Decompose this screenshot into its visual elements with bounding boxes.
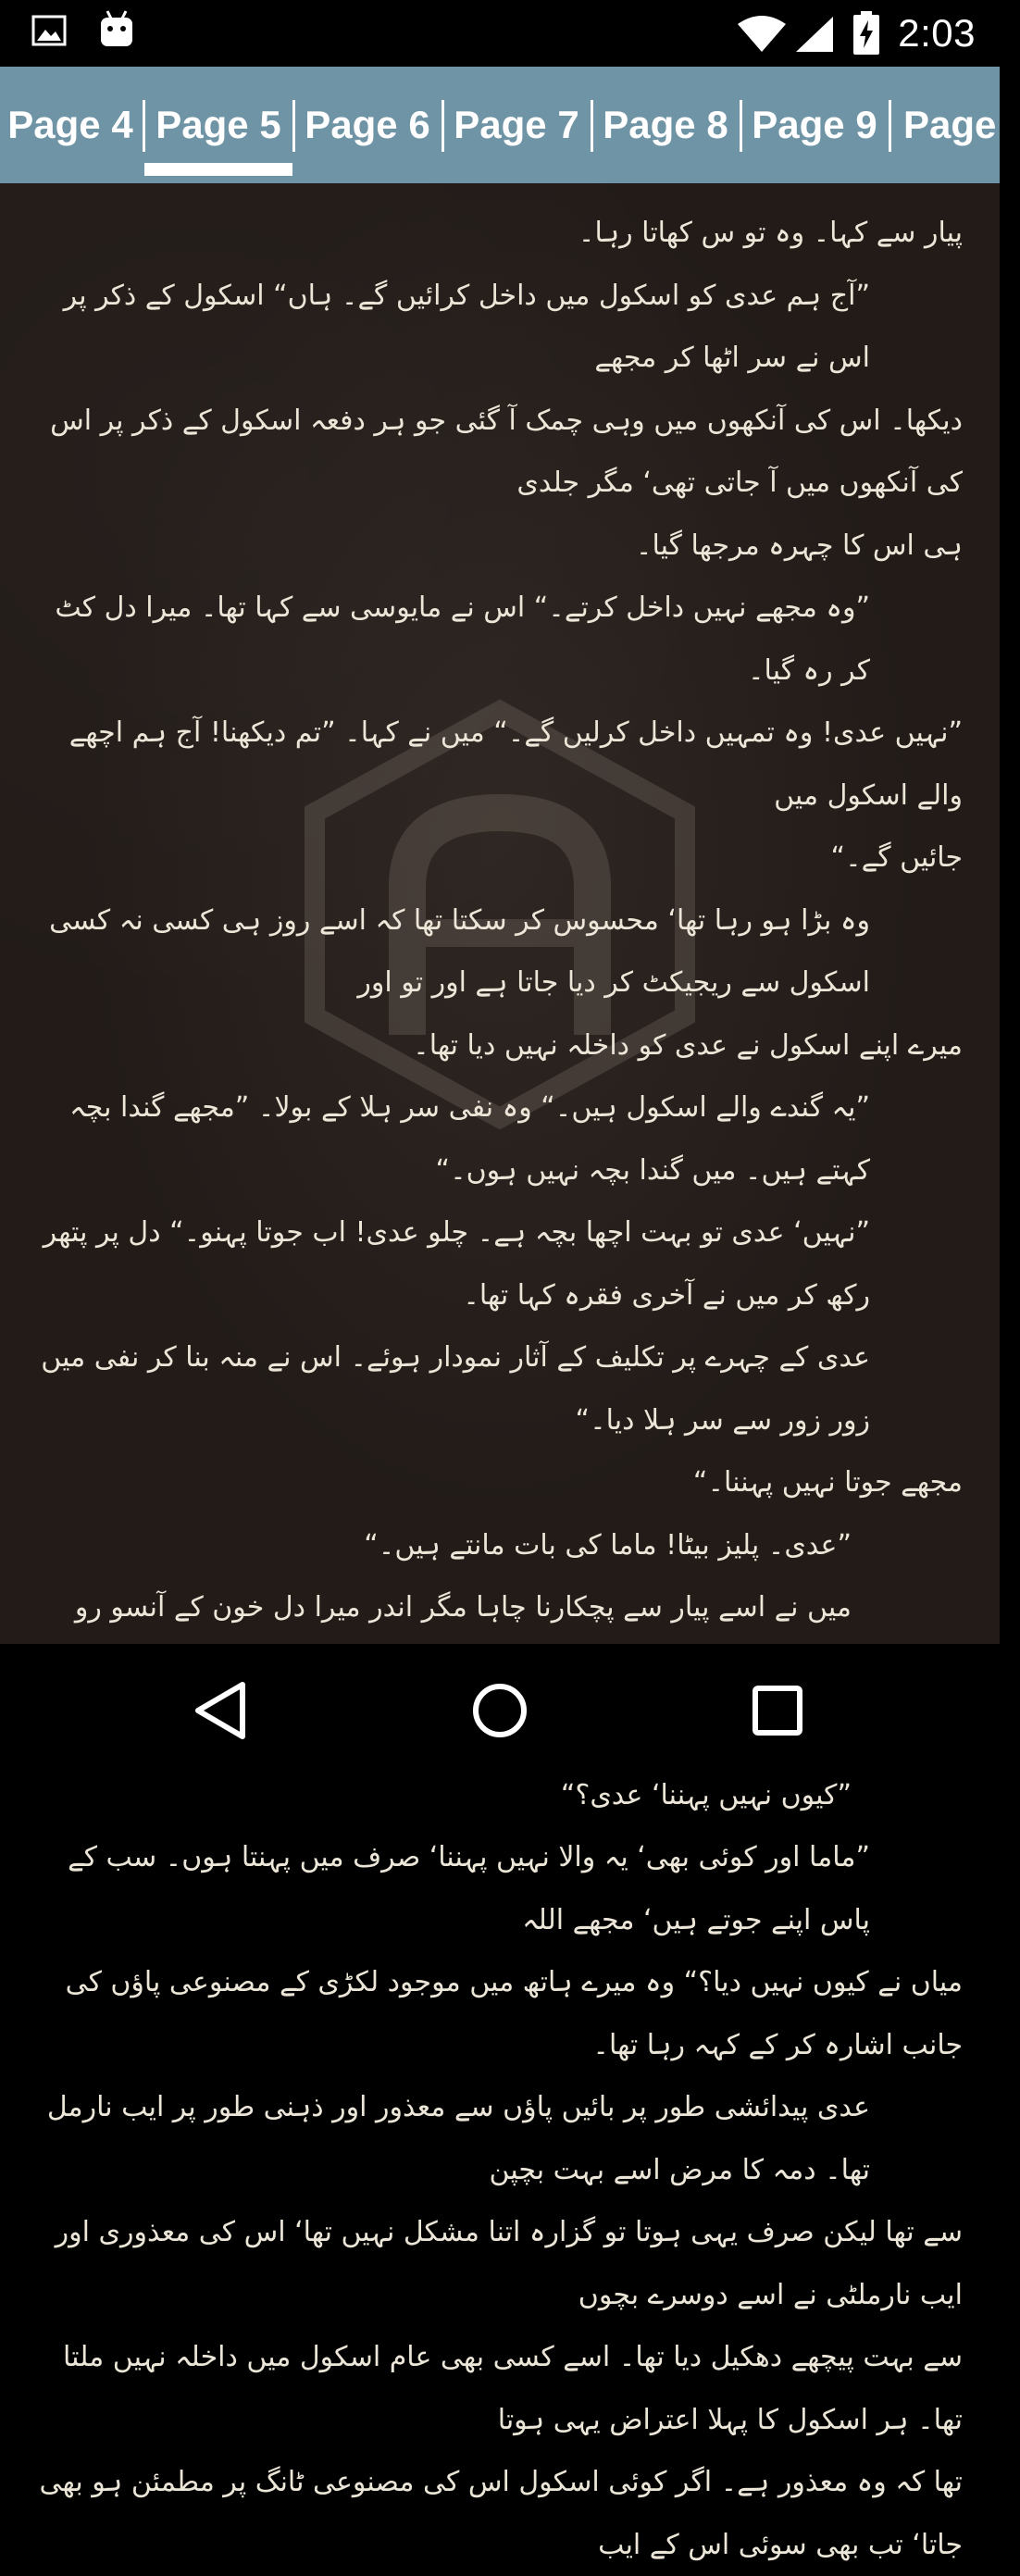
text-line: دیکھا۔ اس کی آنکھوں میں وہی چمک آ گئی جو ہر دفعہ اسکول کے ذکر پر اس کی آنکھوں میں آ جاتی تھی‘ مگر جلدی <box>50 404 963 499</box>
text-line: میاں نے کیوں نہیں دیا؟“ وہ میرے ہاتھ میں موجود لکڑی کے مصنوعی پاؤں کی جانب اشارہ کر کے کہہ رہا تھا۔ <box>65 1966 963 2061</box>
back-icon[interactable] <box>185 1677 259 1744</box>
text-line: تھا کہ وہ معذور ہے۔ اگر کوئی اسکول اس کی مصنوعی ٹانگ پر مطمئن ہو بھی جاتا‘ تب بھی سوئی اس کے ایب <box>39 2466 963 2561</box>
text-line: ”نہیں‘ عدی تو بہت اچھا بچہ ہے۔ چلو عدی! اب جوتا پہنو۔“ دل پر پتھر رکھ کر میں نے آخری فقرہ کہا تھا۔ <box>43 1216 870 1312</box>
text-line: وہ بڑا ہو رہا تھا‘ محسوس کر سکتا تھا کہ اسے روز ہی کسی نہ کسی اسکول سے ریجیکٹ کر دیا جاتا ہے اور تو اور <box>49 903 870 999</box>
text-line: مجھے جوتا نہیں پہننا۔“ <box>692 1466 963 1499</box>
battery-charging-icon <box>852 11 880 59</box>
navigation-bar <box>0 1644 1000 1777</box>
tab-page-4[interactable]: Page 4 <box>7 103 133 146</box>
page-image[interactable] <box>0 183 1000 2561</box>
tab-page-next[interactable]: Page <box>903 103 997 146</box>
text-line: عدی کے چہرے پر تکلیف کے آثار نمودار ہوئے۔ اس نے منہ بنا کر نفی میں زور زور سے سر ہلا دیا۔“ <box>41 1341 870 1437</box>
home-icon[interactable] <box>463 1677 537 1744</box>
recents-icon[interactable] <box>740 1677 815 1744</box>
text-line: ”عدی۔ پلیز بیٹا! ماما کی بات مانتے ہیں۔“ <box>364 1528 852 1562</box>
selected-tab-indicator <box>144 163 292 176</box>
text-line: ”آج ہم عدی کو اسکول میں داخل کرائیں گے۔ ہاں“ اسکول کے ذکر پر اس نے سر اٹھا کر مجھے <box>63 279 870 374</box>
article-text <box>37 202 963 2576</box>
clock: 2:03 <box>898 11 976 55</box>
tab-page-5[interactable]: Page 5 <box>155 103 281 146</box>
tab-page-7[interactable]: Page 7 <box>454 103 579 146</box>
text-line: جائیں گے۔“ <box>830 841 963 874</box>
text-line: میرے اپنے اسکول نے عدی کو داخلہ نہیں دیا تھا۔ <box>413 1028 963 1062</box>
text-line: سے بہت پیچھے دھکیل دیا تھا۔ اسے کسی بھی عام اسکول میں داخلہ نہیں ملتا تھا۔ ہر اسکول کا پہلا اعتراض یہی ہوتا <box>63 2341 963 2436</box>
tab-page-6[interactable]: Page 6 <box>305 103 430 146</box>
wifi-icon <box>736 15 788 57</box>
text-line: میں نے اسے پیار سے پچکارنا چاہا مگر اندر میرا دل خون کے آنسو رو <box>74 1591 852 1624</box>
status-bar <box>0 0 1000 67</box>
text-line: ”ماما اور کوئی بھی‘ یہ والا نہیں پہننا‘ صرف میں پہنتا ہوں۔ سب کے پاس اپنے جوتے ہیں‘ مجھے اللہ <box>68 1841 870 1936</box>
text-line: پیار سے کہا۔ وہ تو س کھاتا رہا۔ <box>578 217 963 249</box>
signal-icon <box>794 15 835 57</box>
gallery-icon <box>31 13 67 52</box>
text-line: ”کیوں نہیں پہننا‘ عدی؟“ <box>560 1778 852 1811</box>
text-line: عدی پیدائشی طور پر بائیں پاؤں سے معذور اور ذہنی طور پر ایب نارمل تھا۔ دمہ کا مرض اسے بہت بچپن <box>46 2091 870 2186</box>
android-icon <box>98 9 135 54</box>
page-tab-bar <box>0 67 1000 183</box>
text-line: سے تھا لیکن صرف یہی ہوتا تو گزارہ اتنا مشکل نہیں تھا‘ اس کی معذوری اور ایب نارملٹی نے اسے دوسرے بچوں <box>55 2216 963 2311</box>
tab-page-9[interactable]: Page 9 <box>752 103 877 146</box>
text-line: ”نہیں عدی! وہ تمہیں داخل کرلیں گے۔“ میں نے کہا۔ ”تم دیکھنا! آج ہم اچھے والے اسکول میں <box>68 716 963 812</box>
text-line: ”یہ گندے والے اسکول ہیں۔“ وہ نفی سر ہلا کے بولا۔ ”مجھے گندا بچہ کہتے ہیں۔ میں گندا بچہ نہیں ہوں۔“ <box>69 1091 870 1187</box>
text-line: ”وہ مجھے نہیں داخل کرتے۔“ اس نے مایوسی سے کہا تھا۔ میرا دل کٹ کر رہ گیا۔ <box>55 591 870 687</box>
text-line: ہی اس کا چہرہ مرجھا گیا۔ <box>635 529 963 562</box>
tab-page-8[interactable]: Page 8 <box>603 103 728 146</box>
